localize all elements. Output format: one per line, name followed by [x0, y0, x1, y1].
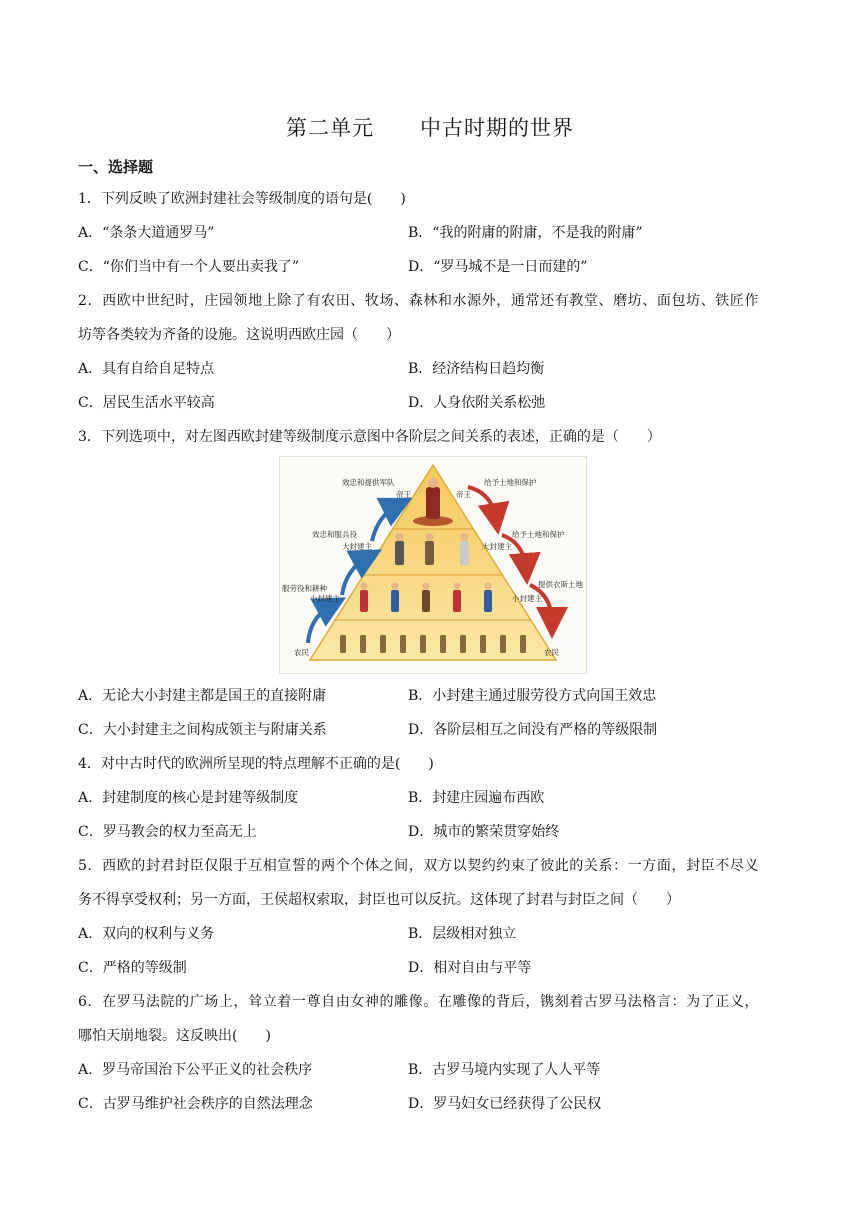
question-2-stem-line-2: 坊等各类较为齐备的设施。这说明西欧庄园（ ） [78, 327, 400, 343]
arrow-caption-right-top: 给予土地和保护 [484, 478, 537, 487]
tier-label-king-right: 帝王 [456, 490, 471, 499]
tier-label-lesser-lord-left: 小封建主 [310, 594, 340, 603]
question-1-stem: 1．下列反映了欧洲封建社会等级制度的语句是( ) [78, 191, 406, 207]
q3-option-d: D．各阶层相互之间没有严格的等级限制 [408, 722, 658, 738]
q4-option-c: C．罗马教会的权力至高无上 [78, 824, 257, 840]
q1-option-c: C．“你们当中有一个人要出卖我了” [78, 259, 300, 275]
question-5-stem-line-2: 务不得享受权利；另一方面，王侯超权索取，封臣也可以反抗。这体现了封君与封臣之间（ ） [78, 892, 680, 908]
q6-option-c: C．古罗马维护社会秩序的自然法理念 [78, 1096, 313, 1112]
tier-label-great-lord-right: 大封建主 [482, 542, 512, 551]
q1-option-a: A．“条条大道通罗马” [78, 225, 215, 241]
q1-option-b: B．“我的附庸的附庸，不是我的附庸” [408, 225, 643, 241]
question-6-stem-line-2: 哪怕天崩地裂。这反映出( ) [78, 1028, 271, 1044]
q5-option-c: C．严格的等级制 [78, 960, 187, 976]
q6-option-b: B．古罗马境内实现了人人平等 [408, 1062, 601, 1078]
q3-option-b: B．小封建主通过服劳役方式向国王效忠 [408, 688, 657, 704]
feudal-pyramid-diagram [279, 456, 587, 674]
q1-option-d: D．“罗马城不是一日而建的” [408, 259, 588, 275]
tier-label-great-lord-left: 大封建主 [342, 542, 372, 551]
tier-label-peasant-right: 农民 [544, 648, 559, 657]
question-2-stem-line-1: 2．西欧中世纪时，庄园领地上除了有农田、牧场、森林和水源外，通常还有教堂、磨坊、面包坊、铁匠作 [78, 293, 760, 309]
q2-option-b: B．经济结构日趋均衡 [408, 361, 545, 377]
section-heading: 一、选择题 [78, 158, 154, 176]
q5-option-b: B．层级相对独立 [408, 926, 517, 942]
tier-label-lesser-lord-right: 小封建主 [512, 594, 542, 603]
q6-option-a: A．罗马帝国治下公平正义的社会秩序 [78, 1062, 313, 1078]
arrow-caption-left-middle: 效忠和服兵役 [312, 530, 357, 539]
q3-option-c: C．大小封建主之间构成领主与附庸关系 [78, 722, 327, 738]
question-4-stem: 4．对中古时代的欧洲所呈现的特点理解不正确的是( ) [78, 756, 434, 772]
page-title: 第二单元 中古时期的世界 [285, 116, 575, 140]
q3-option-a: A．无论大小封建主都是国王的直接附庸 [78, 688, 327, 704]
q4-option-b: B．封建庄园遍布西欧 [408, 790, 545, 806]
q5-option-a: A．双向的权利与义务 [78, 926, 215, 942]
q6-option-d: D．罗马妇女已经获得了公民权 [408, 1096, 602, 1112]
q2-option-c: C．居民生活水平较高 [78, 395, 215, 411]
q4-option-d: D．城市的繁荣贯穿始终 [408, 824, 560, 840]
tier-label-king-left: 帝王 [396, 490, 411, 499]
q2-option-a: A．具有自给自足特点 [78, 361, 215, 377]
arrow-caption-right-bottom: 提供衣斯土地 [538, 580, 583, 589]
arrow-caption-left-top: 效忠和提供军队 [342, 478, 395, 487]
q5-option-d: D．相对自由与平等 [408, 960, 532, 976]
question-5-stem-line-1: 5．西欧的封君封臣仅限于互相宣誓的两个个体之间，双方以契约约束了彼此的关系：一方面，封臣不尽义 [78, 858, 760, 874]
arrow-caption-left-bottom: 服劳役和耕种 [282, 584, 327, 593]
arrow-caption-right-middle: 给予土地和保护 [512, 530, 565, 539]
question-3-stem: 3．下列选项中，对左图西欧封建等级制度示意图中各阶层之间关系的表述，正确的是（ ） [78, 429, 661, 445]
q2-option-d: D．人身依附关系松弛 [408, 395, 546, 411]
q4-option-a: A．封建制度的核心是封建等级制度 [78, 790, 299, 806]
tier-label-peasant-left: 农民 [294, 648, 309, 657]
question-6-stem-line-1: 6．在罗马法院的广场上，耸立着一尊自由女神的雕像。在雕像的背后，镌刻着古罗马法格言：为了正义， [78, 994, 760, 1010]
